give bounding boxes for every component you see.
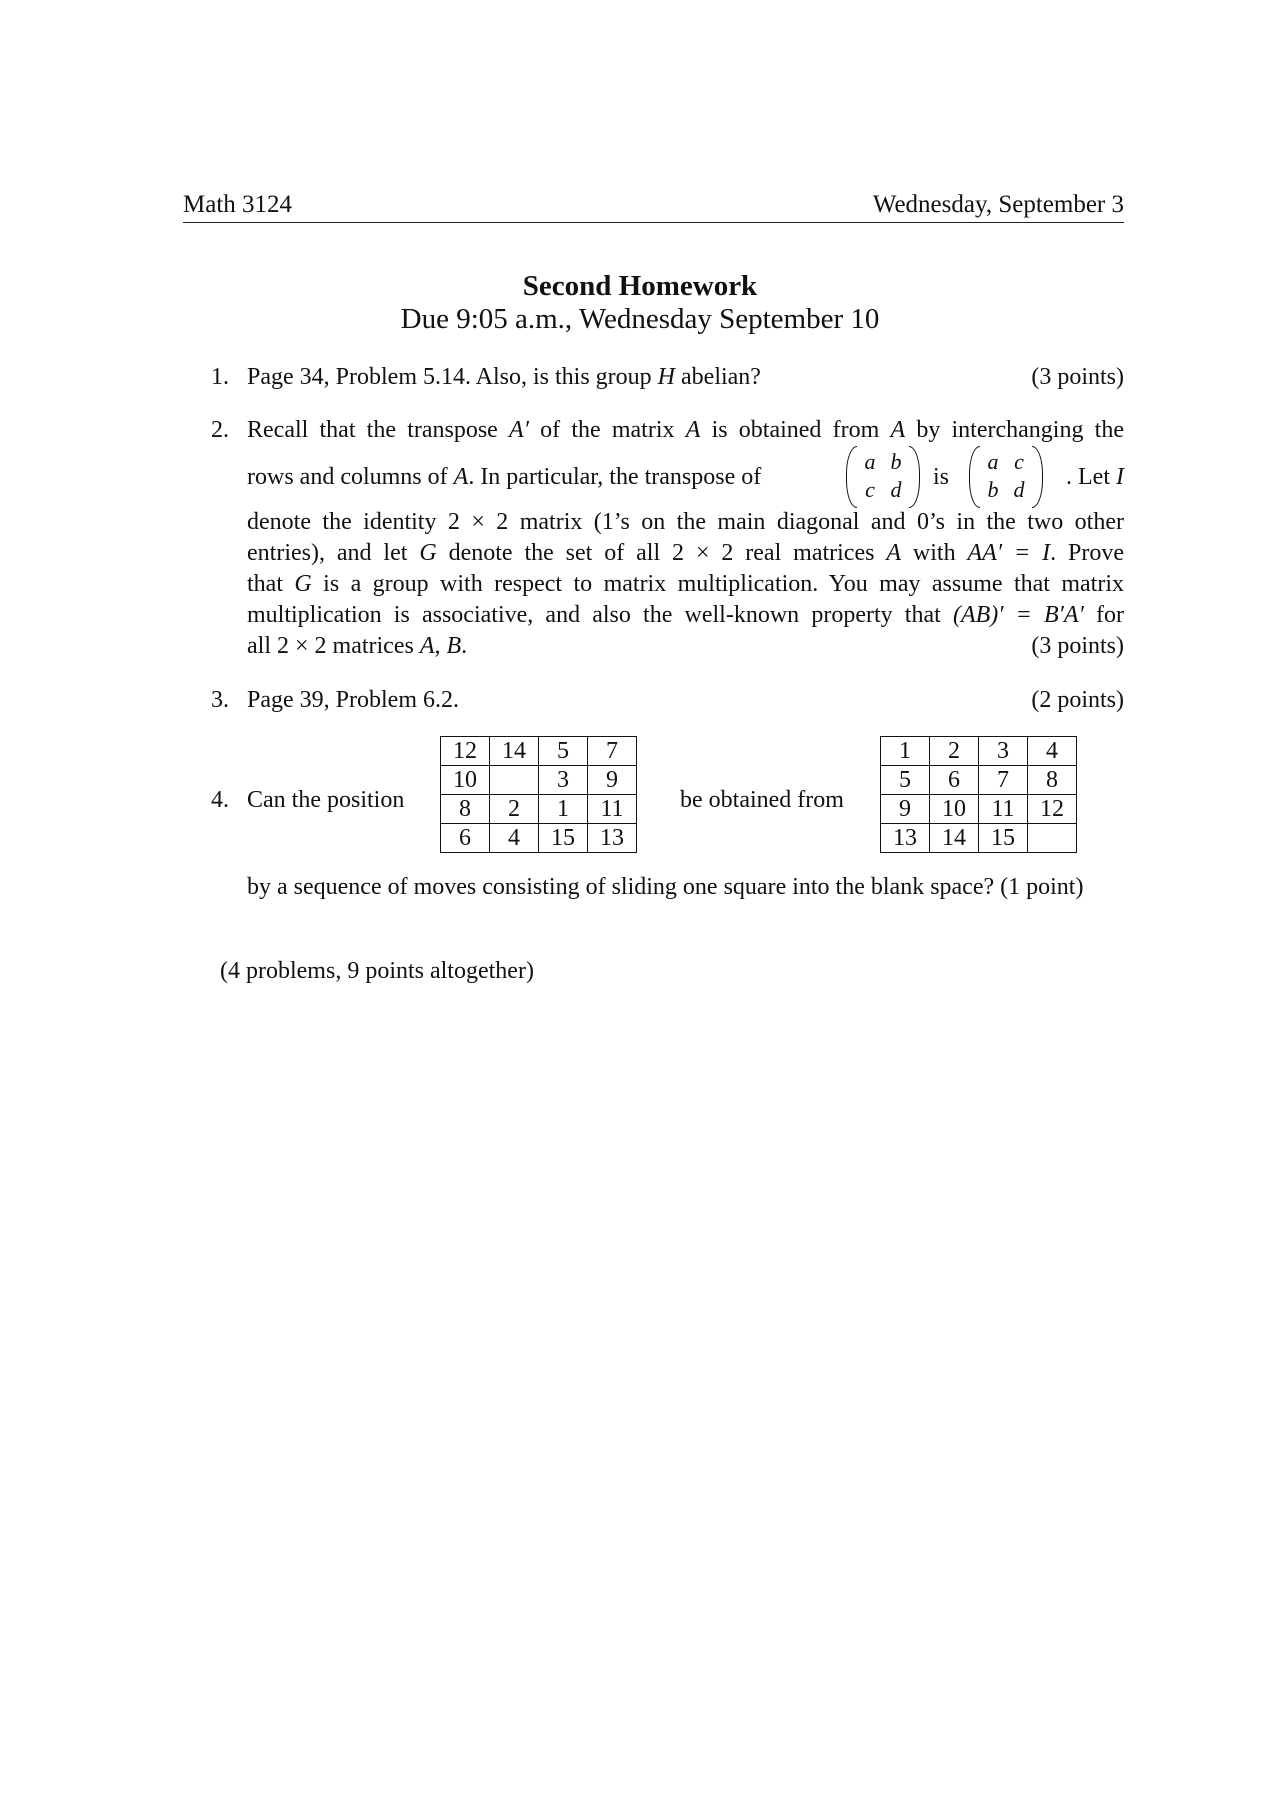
problem-text-line: entries), and let G denote the set of all 2 × 2 real matrices A with AA′ = I. Prove [247, 540, 1124, 566]
grid-cell: 4 [1028, 737, 1077, 766]
grid-cell: 11 [588, 795, 637, 824]
grid-cell-blank [490, 766, 539, 795]
page-title: Second Homework [522, 270, 758, 302]
puzzle-grid-goal [880, 736, 1077, 853]
header-date: Wednesday, September 3 [872, 191, 1124, 218]
grid-cell: 12 [1028, 795, 1077, 824]
problem-number: 2. [211, 417, 229, 443]
problem-number: 4. [211, 787, 229, 813]
matrix-transpose: a c b d [969, 446, 1043, 508]
problem-text: be obtained from [680, 787, 844, 813]
grid-cell: 1 [539, 795, 588, 824]
grid-cell: 14 [490, 737, 539, 766]
grid-cell: 8 [1028, 766, 1077, 795]
problem-text-line: Recall that the transpose A′ of the matrix A is obtained from A by interchanging the [247, 417, 1124, 443]
grid-cell: 10 [441, 766, 490, 795]
problem-text-line: by a sequence of moves consisting of sliding one square into the blank space? (1 point) [247, 874, 1084, 900]
table-row [881, 766, 1077, 795]
table-row [441, 766, 637, 795]
grid-cell: 3 [539, 766, 588, 795]
summary-note: (4 problems, 9 points altogether) [220, 958, 534, 984]
problem-text: Page 34, Problem 5.14. Also, is this group H abelian? [247, 364, 761, 390]
grid-cell: 15 [979, 824, 1028, 853]
grid-cell: 6 [930, 766, 979, 795]
due-date: Due 9:05 a.m., Wednesday September 10 [400, 303, 880, 335]
grid-cell: 13 [881, 824, 930, 853]
puzzle-grid-start [440, 736, 637, 853]
page-header [183, 188, 1124, 223]
grid-cell: 6 [441, 824, 490, 853]
grid-cell: 7 [979, 766, 1028, 795]
problem-text-line: denote the identity 2 × 2 matrix (1’s on the main diagonal and 0’s in the two other [247, 509, 1124, 535]
grid-cell: 9 [881, 795, 930, 824]
matrix: a b c d [846, 446, 920, 508]
grid-cell: 5 [881, 766, 930, 795]
grid-cell: 7 [588, 737, 637, 766]
problem-text-line: multiplication is associative, and also the well-known property that (AB)′ = B′A′ for [247, 602, 1124, 628]
grid-cell: 5 [539, 737, 588, 766]
table-row [881, 795, 1077, 824]
table-row [441, 795, 637, 824]
grid-cell: 4 [490, 824, 539, 853]
grid-cell: 14 [930, 824, 979, 853]
problem-text-line: all 2 × 2 matrices A, B. [247, 633, 468, 659]
problem-points: (3 points) [1031, 633, 1124, 659]
grid-cell: 13 [588, 824, 637, 853]
problem-points: (3 points) [1031, 364, 1124, 390]
problem-points: (2 points) [1031, 687, 1124, 713]
problem-number: 1. [211, 364, 229, 390]
grid-cell: 10 [930, 795, 979, 824]
problem-number: 3. [211, 687, 229, 713]
homework-page: Math 3124 Wednesday, September 3 Second Homework Due 9:05 a.m., Wednesday September 10 1. Page 34, Problem 5.14. Also, is this group H abelian? (3 points) 2. Recall that the transpose A′ of the matrix A is obtained from A by interchanging the rows and columns of A. In particular, the transpose of a b c d is a c b d . Let I denote the identity 2 × 2 matrix (1’s on the main diagonal and 0’s in the two other entries), and let G denote the set of all 2 × 2 real matrices A with AA′ = I. Prove that G is a group with respect to matrix multiplication. You may assume that matrix multiplication is associative, and also the well-known property that (AB)′ = B′A′ for all 2 × 2 matrices A, B. (3 points) 3. Page 39, Problem 6.2. (2 points) 4. Can the position 12 14 5 7 10 3 9 8 2 1 11 6 4 15 13 be obtained from 1 2 3 4 5 6 7 8 9 10 11 12 13 14 15 by a sequence of moves consisting of sliding one square into the blank space? (1 point) (4 problems, 9 points altogether) [0, 0, 1280, 1811]
grid-cell: 2 [490, 795, 539, 824]
grid-cell: 9 [588, 766, 637, 795]
problem-text: Page 39, Problem 6.2. [247, 687, 459, 713]
grid-cell: 8 [441, 795, 490, 824]
table-row [441, 824, 637, 853]
problem-text: Can the position [247, 787, 405, 813]
grid-cell: 1 [881, 737, 930, 766]
grid-cell: 2 [930, 737, 979, 766]
grid-cell: 15 [539, 824, 588, 853]
grid-cell: 12 [441, 737, 490, 766]
table-row [441, 737, 637, 766]
grid-cell: 3 [979, 737, 1028, 766]
table-row [881, 824, 1077, 853]
problem-text-line: that G is a group with respect to matrix multiplication. You may assume that matrix [247, 571, 1124, 597]
grid-cell-blank [1028, 824, 1077, 853]
grid-cell: 11 [979, 795, 1028, 824]
course-label: Math 3124 [183, 191, 293, 218]
table-row [881, 737, 1077, 766]
